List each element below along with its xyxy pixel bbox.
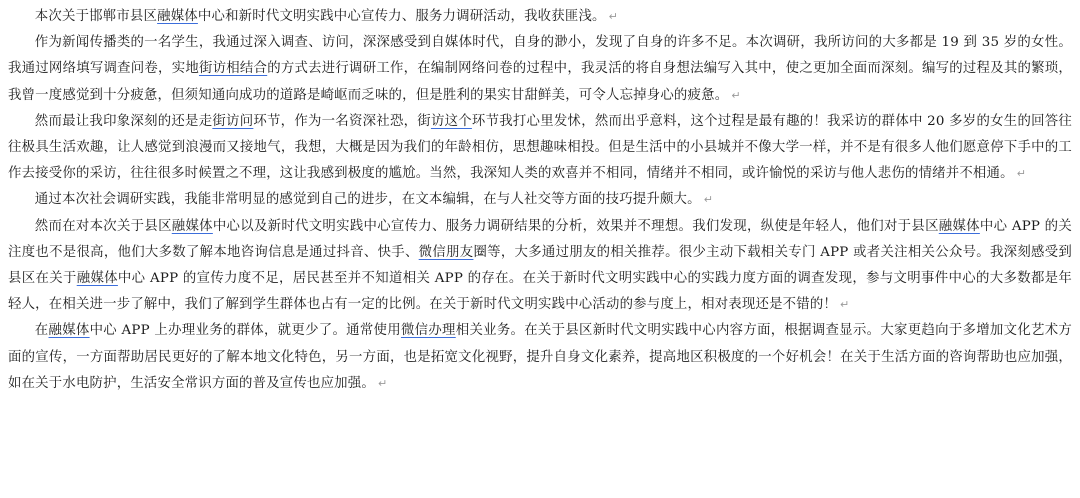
text-run: 作为新闻传播类的一名学生，我通过深入调查、访问，深深感受到自媒体时代，自身的渺小，发现了自身的许多不足。本次调研，我所访问的大多都是 19 到 35 岁的女性。我通过网络填写调查问卷，实地: [8, 35, 1072, 77]
spellcheck-underlined-word: 微信办理: [400, 323, 456, 339]
text-run: 然而在对本次关于县区: [34, 218, 172, 234]
paragraph-6[interactable]: [8, 318, 1072, 397]
text-run: 环节，作为一名资深社恐，街: [253, 113, 431, 129]
spellcheck-underlined-word: 微信朋友: [418, 244, 474, 260]
paragraph-mark-icon: ↵: [703, 193, 714, 207]
text-run: 中心 APP 的关注度也不是很高，他们大多数了解本地咨询信息是通过抖音、快手、: [8, 218, 1072, 260]
spellcheck-underlined-word: 融媒体: [157, 9, 198, 24]
text-run: 通过本次社会调研实践，我能非常明显的感觉到自己的进步，在文本编辑，在与人社交等方面的技巧提升颇大。: [34, 192, 701, 208]
text-run: 本次关于邯郸市县区: [34, 9, 158, 24]
paragraph-mark-icon: ↵: [1016, 167, 1027, 181]
paragraph-mark-icon: ↵: [377, 376, 388, 390]
paragraph-mark-icon: ↵: [840, 298, 850, 312]
spellcheck-underlined-word: 融媒体: [938, 218, 980, 234]
paragraph-3[interactable]: [8, 109, 1072, 188]
text-run: 中心和新时代文明实践中心宣传力、服务力调研活动，我收获匪浅。: [197, 9, 606, 24]
spellcheck-underlined-word: 访这个: [430, 113, 472, 129]
text-run: 圈等，大多通过朋友的相关推荐。很少主动下载相关专门 APP 或者关注相关公众号。我深刻感受到县区在关于: [8, 244, 1072, 287]
text-run: 的方式去进行调研工作，在编制网络问卷的过程中，我灵活的将自身想法编写入其中，使之更加全面而深刻。编写的过程及其的繁琐，我曾一度感觉到十分疲惫，但须知通向成功的道路是崎岖而乏味的，但是胜利的果实甘甜鲜美，可令人忘掉身心的疲惫。: [8, 61, 1072, 103]
spellcheck-underlined-word: 街访相结合: [198, 61, 268, 77]
text-run: 然而最让我印象深刻的还是走: [34, 113, 213, 129]
paragraph-5[interactable]: [8, 214, 1072, 319]
spellcheck-underlined-word: 融媒体: [48, 323, 90, 339]
paragraph-4[interactable]: [8, 187, 1072, 213]
paragraph-mark-icon: ↵: [731, 88, 741, 102]
paragraph-mark-icon: ↵: [608, 10, 619, 23]
text-run: 中心以及新时代文明实践中心宣传力、服务力调研结果的分析，效果并不理想。我们发现，纵使是年轻人，他们对于县区: [212, 218, 939, 234]
text-run: 中心 APP 上办理业务的群体，就更少了。通常使用: [89, 323, 401, 339]
document-body: [8, 0, 1072, 397]
paragraph-1[interactable]: [8, 0, 1072, 30]
spellcheck-underlined-word: 融媒体: [171, 218, 213, 234]
text-run: 在: [34, 323, 49, 339]
paragraph-2[interactable]: [8, 30, 1072, 109]
spellcheck-underlined-word: 街访问: [212, 113, 254, 129]
text-run: 环节我打心里发怵，然而出乎意料，这个过程是最有趣的！我采访的群体中 20 多岁的女生的回答往往极具生活欢趣，让人感觉到浪漫而又接地气，我想，大概是因为我们的年龄相仿，思想趣味相投。但是生活中的小县城并不像大学一样，并不是有很多人他们愿意停下手中的工作去接受你的采访，往往很多时候置之不理，这让我感到极度的尴尬。当然，我深知人类的欢喜并不相同，情绪并不相同，或许愉悦的采访与他人悲伤的情绪并不相通。: [8, 113, 1073, 182]
text-run: 相关业务。在关于县区新时代文明实践中心内容方面，根据调查显示。大家更趋向于多增加文化艺术方面的宣传，一方面帮助居民更好的了解本地文化特色，另一方面，也是拓宽文化视野，提升自身文化素养，提高地区积极度的一个好机会！在关于生活方面的咨询帮助也应加强，如在关于水电防护，生活安全常识方面的普及宣传也应加强。: [8, 323, 1072, 391]
text-run: 中心 APP 的宣传力度不足，居民甚至并不知道相关 APP 的存在。在关于新时代文明实践中心的实践力度方面的调查发现，参与文明事件中心的大多数都是年轻人，在相关进一步了解中，我们了解到学生群体也占有一定的比例。在关于新时代文明实践中心活动的参与度上，相对表现还是不错的！: [8, 271, 1073, 313]
spellcheck-underlined-word: 融媒体: [76, 271, 118, 287]
